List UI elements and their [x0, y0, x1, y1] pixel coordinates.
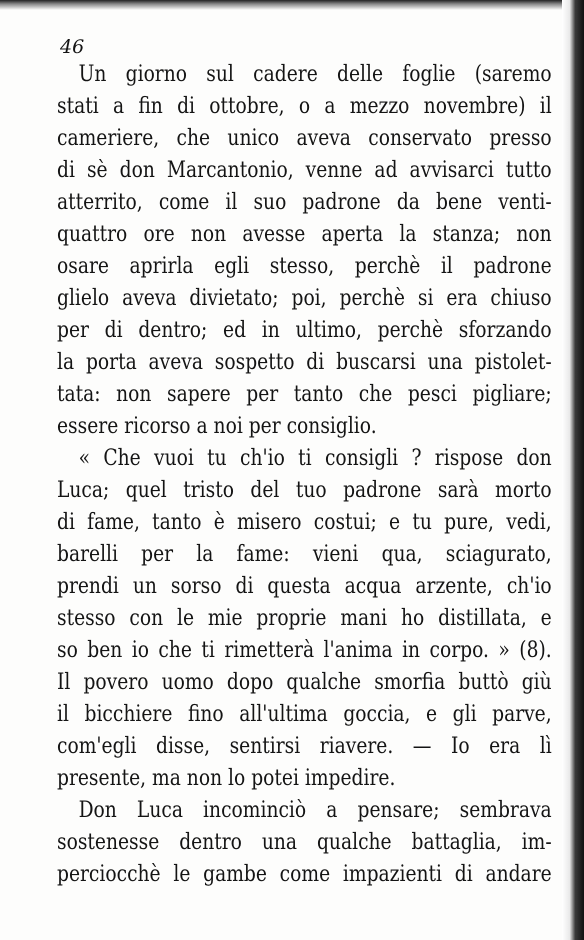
page-number: 46 [60, 36, 85, 58]
text-line: sostenesse dentro una qualche battaglia, im- [57, 829, 552, 855]
page-top-shadow [0, 0, 584, 10]
text-line: stesso con le mie proprie mani ho distillata, e [57, 605, 552, 631]
text-line: di fame, tanto è misero costui; e tu pure, vedi, [57, 509, 552, 535]
text-line: osare aprirla egli stesso, perchè il padrone [57, 253, 552, 279]
text-line: glielo aveva divietato; poi, perchè si era chiuso [57, 285, 552, 311]
text-line: perciocchè le gambe come impazienti di andare [57, 861, 552, 887]
text-line: « Che vuoi tu ch'io ti consigli ? rispose don [78, 445, 552, 471]
text-line: com'egli disse, sentirsi riavere. — Io era lì [57, 733, 552, 759]
text-line: quattro ore non avesse aperta la stanza; non [57, 221, 552, 247]
text-line: stati a fin di ottobre, o a mezzo novembre) il [57, 93, 552, 119]
text-line: tata: non sapere per tanto che pesci pigliare; [57, 381, 552, 407]
text-line: so ben io che ti rimetterà l'anima in corpo. » (8). [57, 637, 552, 663]
text-line: cameriere, che unico aveva conservato presso [57, 125, 552, 151]
text-line: essere ricorso a noi per consiglio. [57, 413, 377, 439]
text-line: Un giorno sul cadere delle foglie (saremo [78, 61, 552, 87]
text-line: atterrito, come il suo padrone da bene venti- [57, 189, 552, 215]
page-binding-shadow [562, 0, 584, 940]
text-line: barelli per la fame: vieni qua, sciagurato, [57, 541, 552, 567]
text-line: per di dentro; ed in ultimo, perchè sforzando [57, 317, 552, 343]
text-line: presente, ma non lo potei impedire. [57, 765, 396, 791]
text-line: la porta aveva sospetto di buscarsi una pistolet- [57, 349, 552, 375]
body-text [57, 58, 552, 890]
text-line: Luca; quel tristo del tuo padrone sarà morto [57, 477, 552, 503]
text-line: Don Luca incominciò a pensare; sembrava [78, 797, 552, 823]
text-line: di sè don Marcantonio, venne ad avvisarci tutto [57, 157, 552, 183]
text-line: Il povero uomo dopo qualche smorfia buttò giù [57, 669, 552, 695]
text-line: il bicchiere fino all'ultima goccia, e gli parve, [57, 701, 552, 727]
text-line: prendi un sorso di questa acqua arzente, ch'io [57, 573, 552, 599]
